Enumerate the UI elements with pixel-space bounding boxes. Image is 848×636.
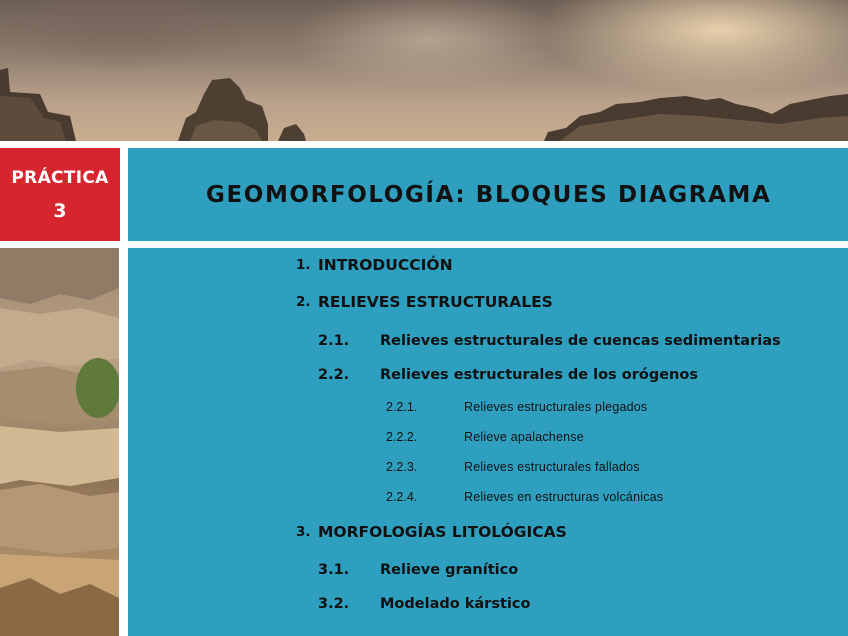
toc-item-text: INTRODUCCIÓN	[318, 256, 453, 274]
toc-item-number: 2.2.	[318, 367, 350, 383]
toc-item-text: Relieves estructurales fallados	[464, 460, 640, 474]
toc-item	[296, 523, 567, 541]
toc-item	[318, 367, 698, 383]
toc-item-number: 2.2.2.	[386, 430, 418, 444]
toc-item	[296, 293, 553, 311]
toc-item-number: 2.	[296, 294, 311, 310]
header-landscape-photo	[0, 0, 848, 141]
toc-item-text: MORFOLOGÍAS LITOLÓGICAS	[318, 523, 567, 541]
toc-item-number: 2.2.3.	[386, 460, 418, 474]
practice-label: PRÁCTICA	[11, 167, 109, 188]
toc-item	[318, 333, 781, 349]
toc-item-text: Relieve granítico	[380, 562, 519, 578]
toc-item-number: 2.2.4.	[386, 490, 418, 504]
toc-item-number: 3.2.	[318, 596, 350, 612]
rock-formations-illustration	[0, 0, 848, 141]
toc-item	[318, 596, 530, 612]
toc-item-text: Relieves estructurales plegados	[464, 400, 648, 414]
toc-item-text: Relieves estructurales de los orógenos	[380, 367, 698, 383]
toc-item	[318, 562, 518, 578]
toc-item	[386, 490, 663, 504]
toc-item-text: Relieve apalachense	[464, 430, 584, 444]
toc-item-number: 2.1.	[318, 333, 350, 349]
contents-panel	[128, 248, 848, 636]
toc-item-text: Relieves estructurales de cuencas sedimentarias	[380, 333, 781, 349]
title-bar	[128, 148, 848, 241]
table-of-contents	[128, 248, 848, 636]
page-title: GEOMORFOLOGÍA: BLOQUES DIAGRAMA	[206, 181, 772, 208]
karst-rocks-illustration	[0, 248, 119, 636]
toc-item-text: Relieves en estructuras volcánicas	[464, 490, 664, 504]
toc-item	[386, 430, 584, 444]
toc-item	[386, 400, 647, 414]
practice-badge	[0, 148, 120, 241]
practice-number: 3	[53, 199, 67, 222]
toc-item-text: RELIEVES ESTRUCTURALES	[318, 293, 553, 311]
toc-item-number: 3.	[296, 524, 311, 540]
side-rock-photo	[0, 248, 119, 636]
toc-item-text: Modelado kárstico	[380, 596, 531, 612]
toc-item	[296, 256, 453, 274]
toc-item-number: 1.	[296, 257, 311, 273]
toc-item-number: 3.1.	[318, 562, 350, 578]
toc-item-number: 2.2.1.	[386, 400, 418, 414]
toc-item	[386, 460, 640, 474]
